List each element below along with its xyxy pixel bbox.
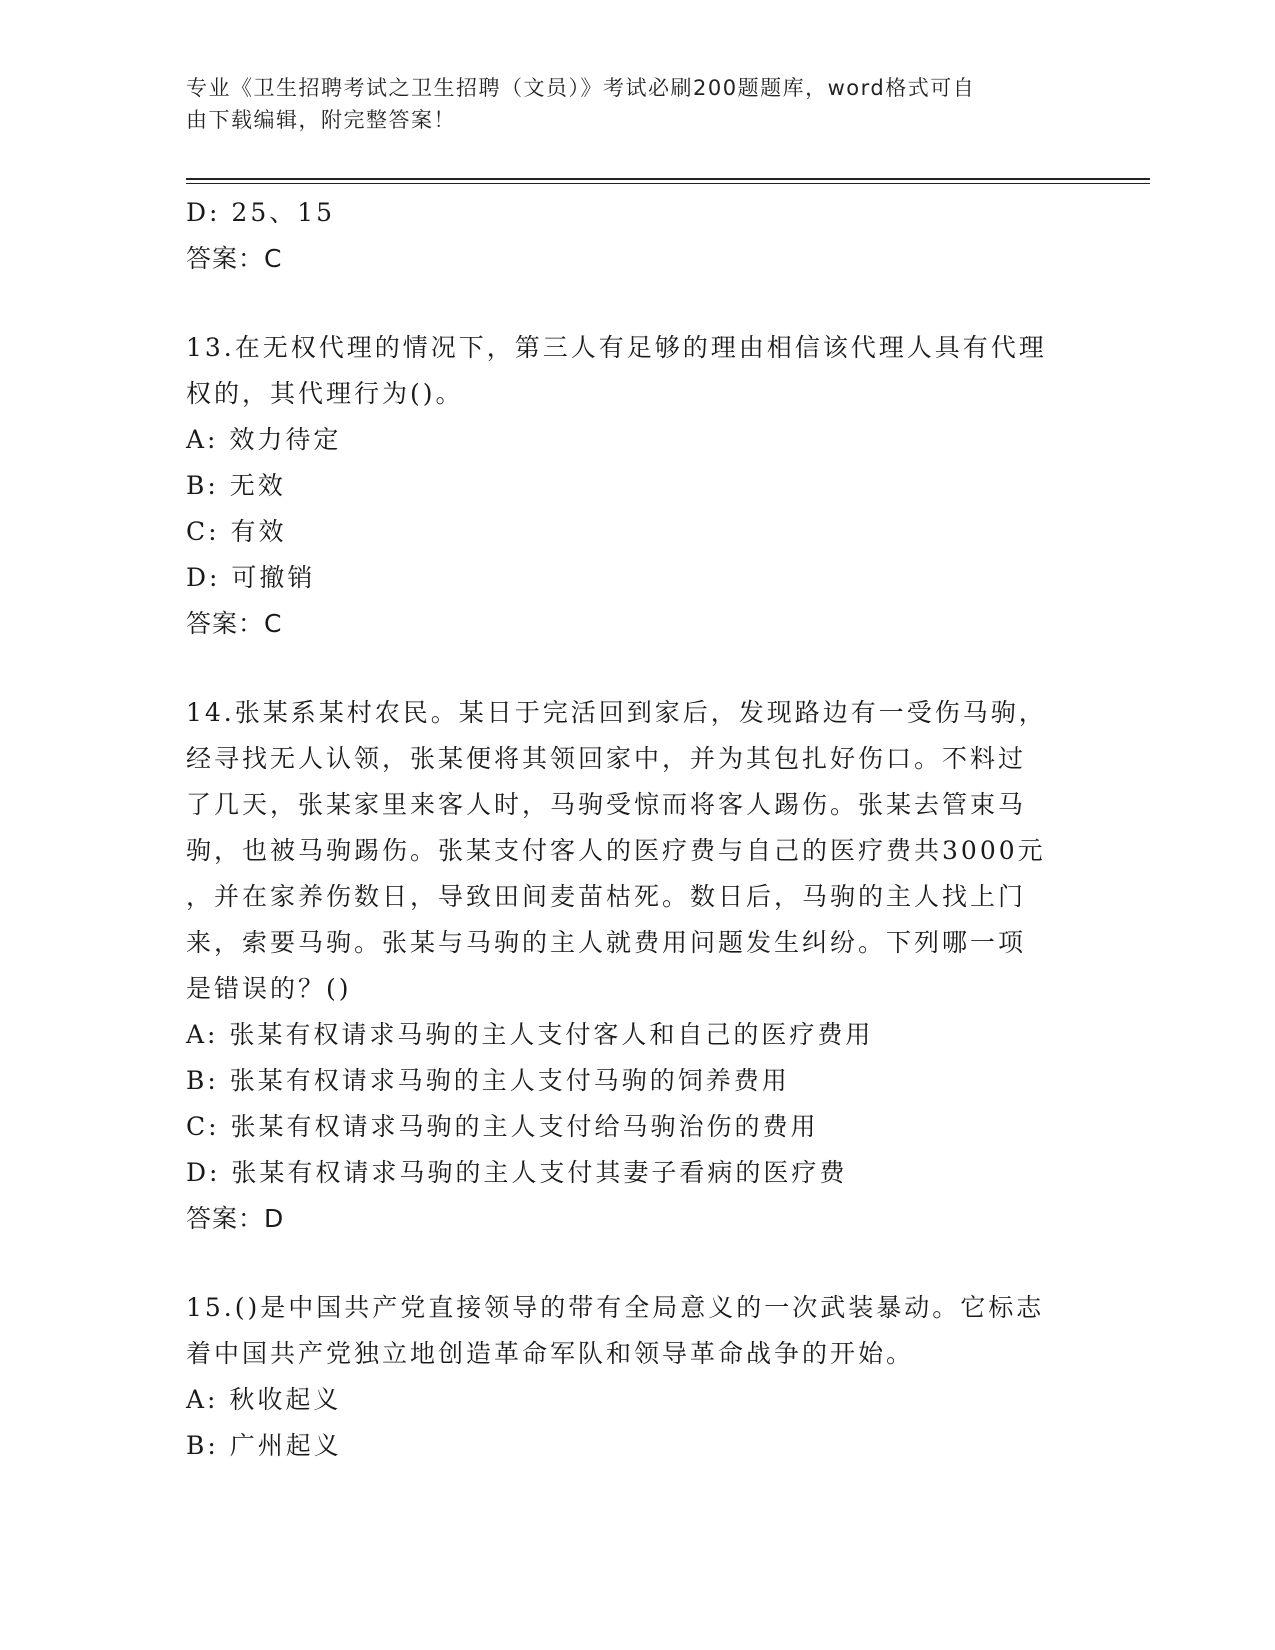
header-line-2: 由下载编辑，附完整答案！	[186, 108, 456, 132]
q13-option-a: A: 效力待定	[186, 425, 342, 454]
q13-option-b: B: 无效	[186, 471, 286, 500]
q15-stem-line: 着中国共产党独立地创造革命军队和领导革命战争的开始。	[186, 1339, 915, 1368]
q14-option-a: A: 张某有权请求马驹的主人支付客人和自己的医疗费用	[186, 1020, 874, 1049]
question-gap	[186, 647, 1086, 690]
q12-option-d: D: 25、15	[186, 198, 336, 227]
document-header	[186, 72, 1066, 136]
q15-option-a: A: 秋收起义	[186, 1385, 342, 1414]
q13-option-d: D: 可撤销	[186, 563, 316, 592]
header-line-1: 专业《卫生招聘考试之卫生招聘（文员）》考试必刷200题题库，word格式可自	[186, 76, 976, 100]
q13-stem-line: 权的，其代理行为()。	[186, 379, 464, 408]
q14-option-b: B: 张某有权请求马驹的主人支付马驹的饲养费用	[186, 1066, 790, 1095]
q14-stem-line: 14.张某系某村农民。某日于完活回到家后，发现路边有一受伤马驹，	[186, 698, 1047, 727]
q13-stem-line: 13.在无权代理的情况下，第三人有足够的理由相信该代理人具有代理	[186, 333, 1047, 362]
q15-stem-line: 15.()是中国共产党直接领导的带有全局意义的一次武装暴动。它标志	[186, 1293, 1045, 1322]
header-divider-thick	[186, 178, 1150, 180]
q14-stem-line: 是错误的？()	[186, 974, 352, 1003]
q13-option-c: C: 有效	[186, 517, 287, 546]
q15-option-b: B: 广州起义	[186, 1431, 342, 1460]
question-content	[186, 190, 1086, 1469]
q14-stem-line: 驹，也被马驹踢伤。张某支付客人的医疗费与自己的医疗费共3000元	[186, 836, 1046, 865]
q14-stem-line: ，并在家养伤数日，导致田间麦苗枯死。数日后，马驹的主人找上门	[186, 882, 1027, 911]
question-gap	[186, 1242, 1086, 1285]
q12-answer: 答案：C	[186, 244, 283, 273]
q14-stem-line: 经寻找无人认领，张某便将其领回家中，并为其包扎好伤口。不料过	[186, 744, 1027, 773]
header-divider-thin	[186, 183, 1150, 184]
q13-answer: 答案：C	[186, 609, 283, 638]
q14-stem-line: 来，索要马驹。张某与马驹的主人就费用问题发生纠纷。下列哪一项	[186, 928, 1027, 957]
q14-option-c: C: 张某有权请求马驹的主人支付给马驹治伤的费用	[186, 1112, 819, 1141]
q14-option-d: D: 张某有权请求马驹的主人支付其妻子看病的医疗费	[186, 1158, 848, 1187]
question-gap	[186, 282, 1086, 325]
q14-stem-line: 了几天，张某家里来客人时，马驹受惊而将客人踢伤。张某去管束马	[186, 790, 1027, 819]
q14-answer: 答案：D	[186, 1204, 285, 1233]
